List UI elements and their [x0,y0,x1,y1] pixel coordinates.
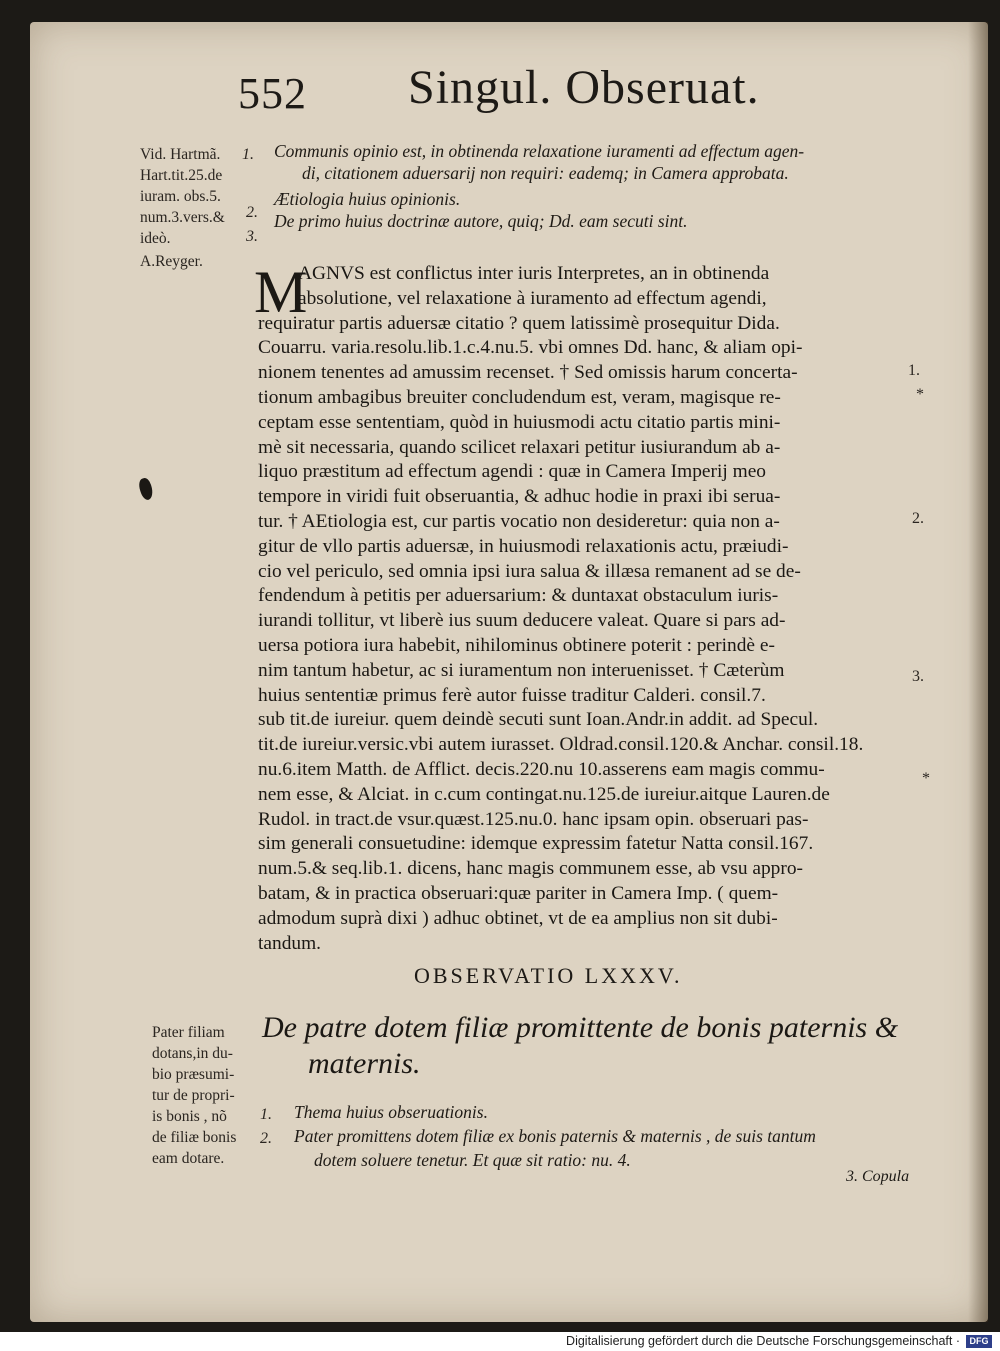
body-line: absolutione, vel relaxatione à iuramento ad effectum agendi, [298,287,767,309]
summary-number: 3. [246,228,258,245]
summary-line: Pater promittens dotem filiæ ex bonis paternis & maternis , de suis tantum [294,1126,816,1146]
summary-line: Ætiologia huius opinionis. [274,189,461,209]
body-line: uersa potiora iura habebit, nihilominus obtinere poterit : perindè e- [258,634,775,656]
body-line: AGNVS est conflictus inter iuris Interpretes, an in obtinenda [298,263,770,284]
body-line: cio vel periculo, sed omnia ipsi iura salua & illæsa remanent ad se de- [258,560,801,582]
right-margin-mark: 1. [908,362,920,379]
body-line: Rudol. in tract.de vsur.quæst.125.nu.0. hanc ipsam opin. obseruari pas- [258,808,809,830]
footer-credit: Digitalisierung gefördert durch die Deutsche Forschungsgemeinschaft · [566,1334,960,1348]
margin-note-line: ideò. [140,230,171,247]
summary-number: 1. [242,146,254,163]
page-fold-shadow [968,22,988,1322]
summary-line: De primo huius doctrinæ autore, quiq; Dd. eam secuti sint. [274,211,688,231]
body-line: nionem tenentes ad amussim recenset. † Sed omissis harum concerta- [258,362,798,384]
footer-bar [0,1332,1000,1351]
body-line: nem esse, & Alciat. in c.cum contingat.nu.125.de iureiur.aitque Lauren.de [258,783,830,805]
summary-line: Thema huius obseruationis. [294,1102,488,1122]
body-line: sim generali consuetudine: idemque expressim fatetur Natta consil.167. [258,833,814,855]
margin-note-line: bio præsumi- [152,1066,235,1083]
section-title [262,1010,898,1082]
body-line: num.5.& seq.lib.1. dicens, hanc magis communem esse, ab vsu appro- [258,858,803,880]
margin-note-reference [140,144,225,272]
body-line: requiratur partis aduersæ citatio ? quem latissimè prosequitur Dida. [258,312,780,334]
dfg-logo: DFG [966,1335,992,1348]
right-margin-mark: 2. [912,510,924,527]
body-line: tionum ambagibus breuiter concludendum est, veram, magisque re- [258,386,781,408]
summary-line: dotem soluere tenetur. Et quæ sit ratio: nu. 4. [314,1150,631,1170]
body-line: nu.6.item Matth. de Afflict. decis.220.nu 10.asserens eam magis commu- [258,758,825,780]
section-title-line: De patre dotem filiæ promittente de bonis paternis & [262,1011,899,1044]
body-line: nim tantum habetur, ac si iuramentum non interuenisset. † Cæterùm [258,659,785,681]
section-title-line: maternis. [308,1047,421,1080]
margin-note-line: iuram. obs.5. [140,188,221,205]
body-line: fendendum à petitis per aduersarium: & duntaxat obstaculum iuris- [258,585,779,607]
summary-number: 2. [246,204,258,221]
margin-note-line: Pater filiam [152,1024,225,1041]
body-line: liquo præstitum ad effectum agendi : quæ in Camera Imperij meo [258,461,766,483]
body-line: sub tit.de iureiur. quem deindè secuti sunt Ioan.Andr.in addit. ad Specul. [258,709,819,731]
body-line: tempore in viridi fuit obseruantia, & adhuc hodie in praxi ibi serua- [258,486,781,508]
body-text [258,262,863,956]
margin-note-line: Hart.tit.25.de [140,167,223,184]
margin-note-line: A.Reyger. [140,253,203,270]
summary-number: 2. [260,1130,272,1147]
body-line: tur. † AEtiologia est, cur partis vocatio non desideretur: quia non a- [258,510,780,532]
body-line: batam, & in practica obseruari:quæ pariter in Camera Imp. ( quem- [258,882,779,904]
body-line: iurandi tollitur, vt liberè ius suum deducere valeat. Quare si pars ad- [258,610,786,632]
summary-number: 1. [260,1106,272,1123]
margin-note-line: is bonis , nõ [152,1108,227,1125]
page-number: 552 [238,69,307,118]
observatio-heading: OBSERVATIO LXXXV. [414,963,683,988]
right-margin-mark: * [922,770,930,787]
summary-line: Communis opinio est, in obtinenda relaxatione iuramenti ad effectum agen- [274,141,805,161]
margin-note-line: de filiæ bonis [152,1129,237,1146]
catchword: 3. Copula [846,1168,910,1185]
summary-list-2 [294,1100,816,1172]
drop-cap: M [254,259,308,325]
margin-note-line: eam dotare. [152,1150,225,1167]
body-line: gitur de vllo partis aduersæ, in huiusmodi relaxationis actu, præiudi- [258,535,789,557]
body-line: tandum. [258,932,322,954]
body-line: tit.de iureiur.versic.vbi autem iurasset. Oldrad.consil.120.& Anchar. consil.18. [258,734,864,756]
right-margin-mark: * [916,386,924,403]
margin-note-line: num.3.vers.& [140,209,225,226]
body-line: Couarru. varia.resolu.lib.1.c.4.nu.5. vbi omnes Dd. hanc, & aliam opi- [258,337,803,359]
body-line: admodum suprà dixi ) adhuc obtinet, vt de ea amplius non sit dubi- [258,907,778,929]
summary-line: di, citationem aduersarij non requiri: eademq; in Camera approbata. [302,163,789,183]
margin-note-line: tur de propri- [152,1087,235,1104]
body-line: ceptam esse sententiam, quòd in huiusmodi actu citatio partis mini- [258,411,781,433]
margin-note-summary [152,1022,236,1169]
body-line: huius sententiæ primus ferè autor fuisse traditur Calderi. consil.7. [258,684,766,706]
running-head: Singul. Obseruat. [408,61,760,114]
right-margin-mark: 3. [912,668,924,685]
summary-list [274,140,804,232]
body-line: mè sit necessaria, quando scilicet relaxari petitur iusiurandum ab a- [258,436,781,458]
margin-note-line: Vid. Hartmã. [140,146,221,163]
margin-note-line: dotans,in du- [152,1045,233,1062]
